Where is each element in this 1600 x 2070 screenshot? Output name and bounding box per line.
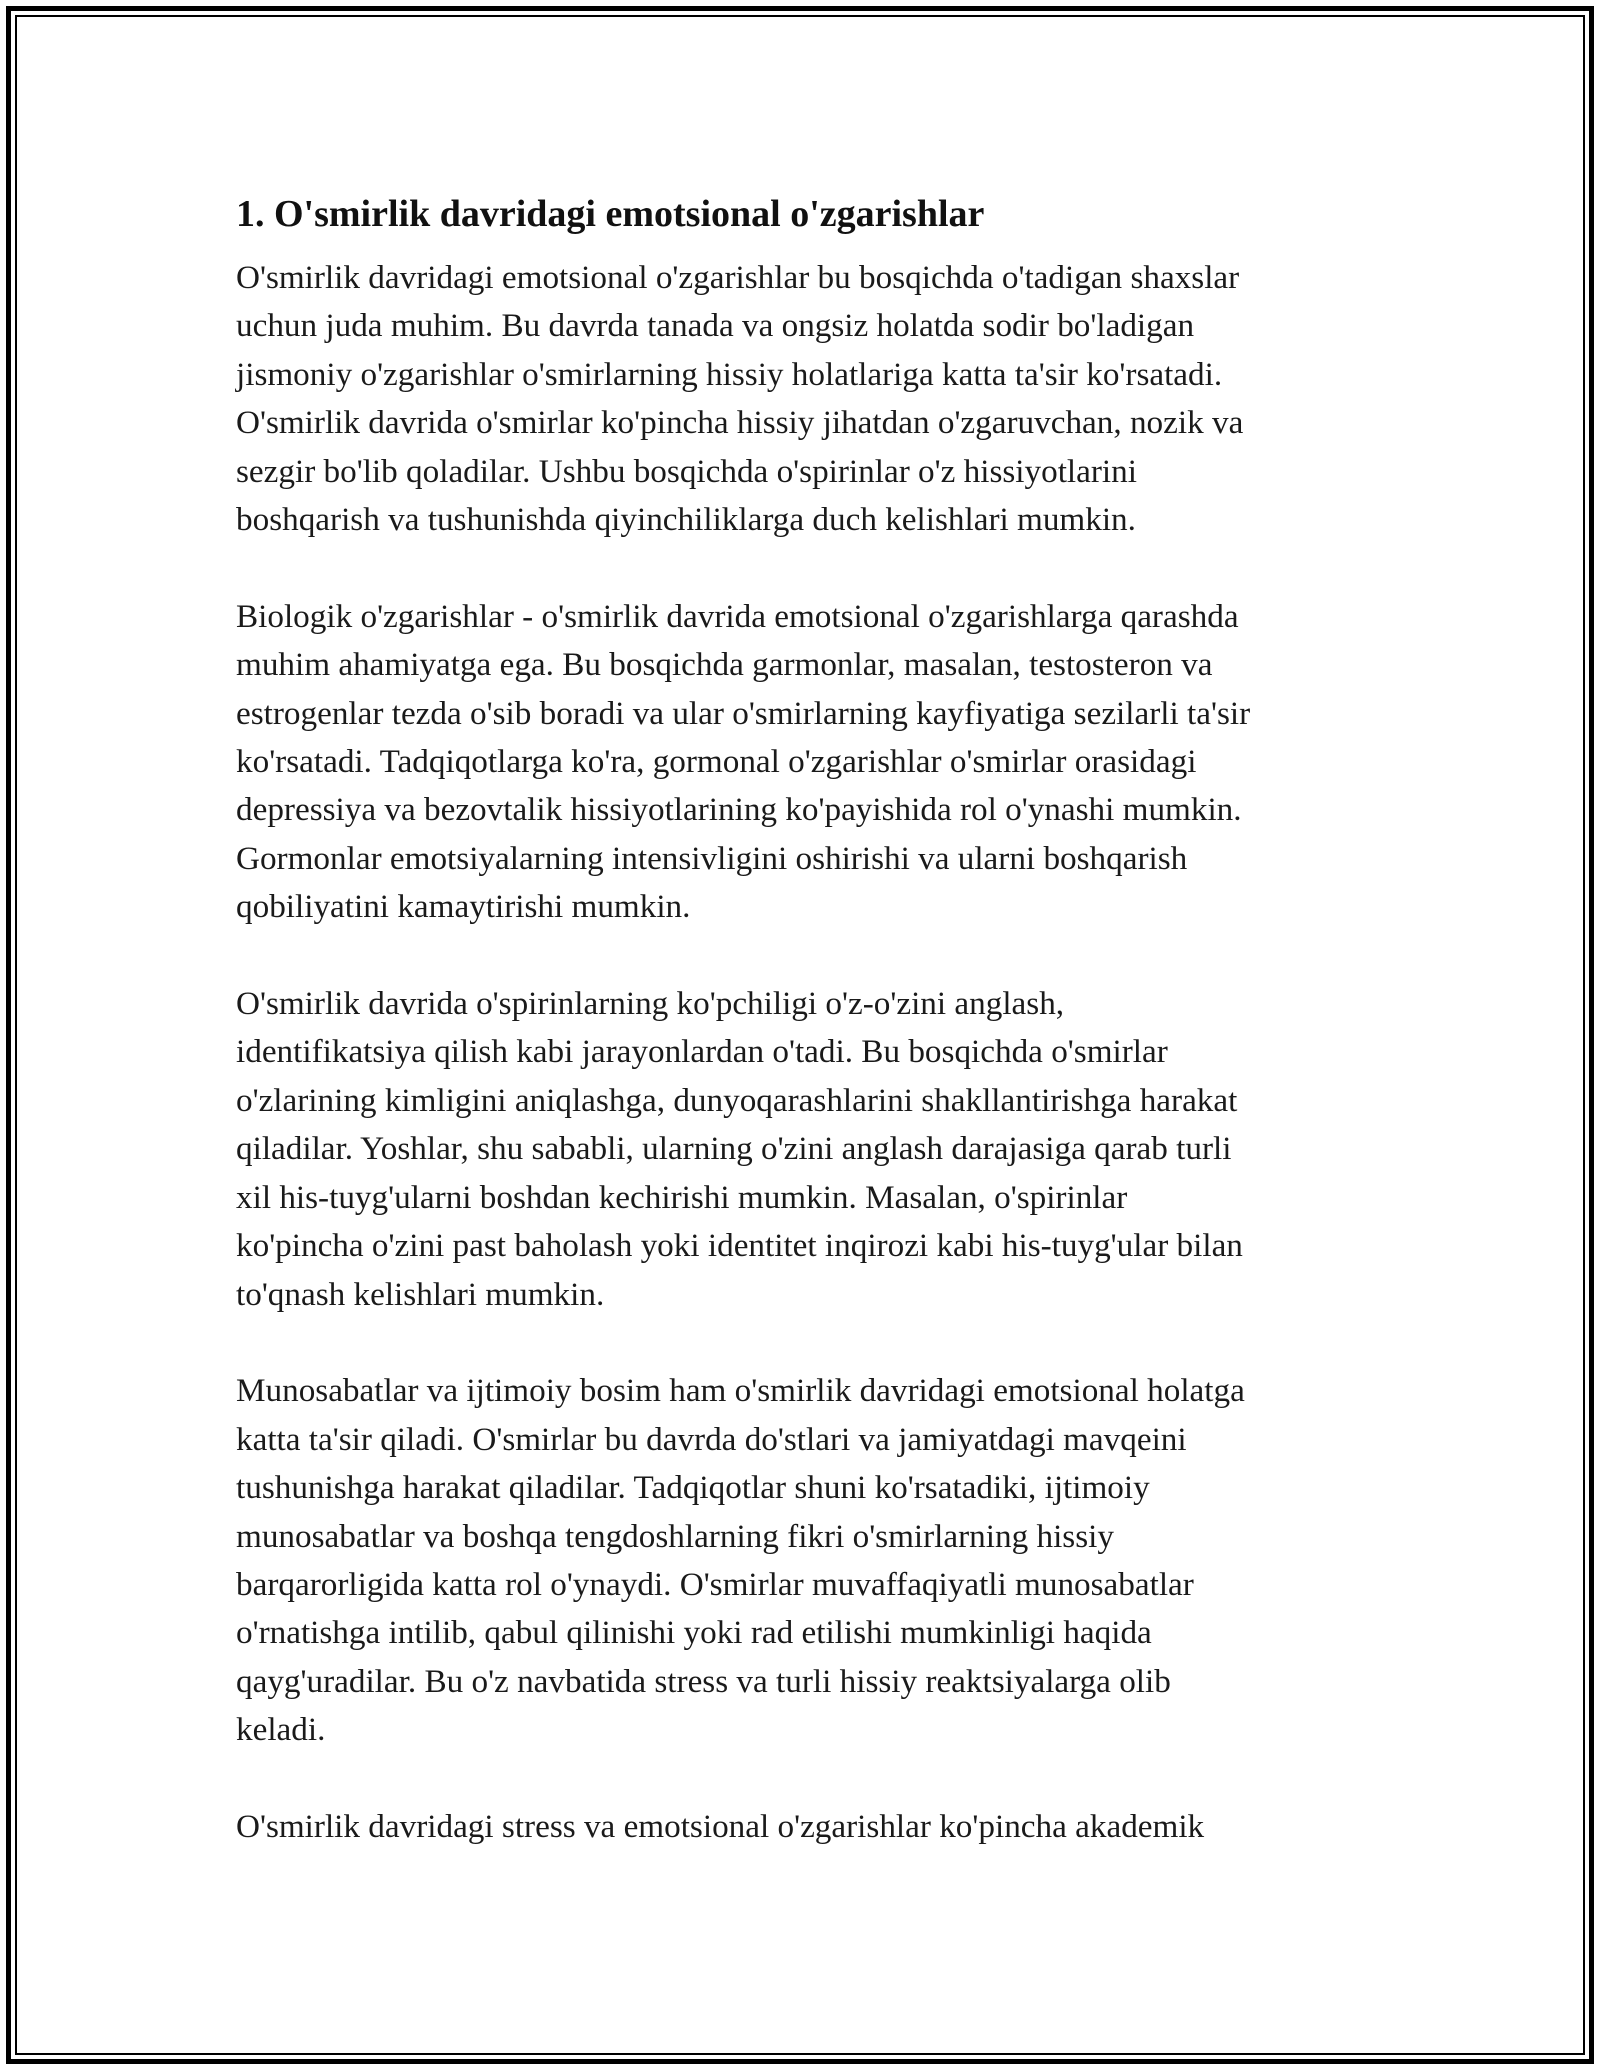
text-line: Munosabatlar va ijtimoiy bosim ham o'smirlik davridagi emotsional holatga <box>236 1372 1245 1410</box>
text-line: barqarorligida katta rol o'ynaydi. O'smirlar muvaffaqiyatli munosabatlar <box>236 1565 1194 1603</box>
paragraph-3 <box>236 980 1366 1319</box>
text-line: O'smirlik davrida o'spirinlarning ko'pchiligi o'z-o'zini anglash, <box>236 985 1065 1023</box>
text-line: tushunishga harakat qiladilar. Tadqiqotlar shuni ko'rsatadiki, ijtimoiy <box>236 1469 1150 1507</box>
text-line: identifikatsiya qilish kabi jarayonlardan o'tadi. Bu bosqichda o'smirlar <box>236 1033 1168 1071</box>
paragraph-5 <box>236 1803 1366 1851</box>
text-line: jismoniy o'zgarishlar o'smirlarning hissiy holatlariga katta ta'sir ko'rsatadi. <box>236 355 1223 393</box>
text-line: qobiliyatini kamaytirishi mumkin. <box>236 888 691 926</box>
text-line: O'smirlik davrida o'smirlar ko'pincha hissiy jihatdan o'zgaruvchan, nozik va <box>236 404 1244 442</box>
text-line: Gormonlar emotsiyalarning intensivligini oshirishi va ularni boshqarish <box>236 839 1188 877</box>
text-line: keladi. <box>236 1711 326 1749</box>
text-line: to'qnash kelishlari mumkin. <box>236 1275 605 1313</box>
section-heading: 1. O'smirlik davridagi emotsional o'zgarishlar <box>236 193 985 235</box>
text-line: depressiya va bezovtalik hissiyotlarining ko'payishida rol o'ynashi mumkin. <box>236 791 1242 829</box>
text-line: estrogenlar tezda o'sib boradi va ular o'smirlarning kayfiyatiga sezilarli ta'sir <box>236 694 1251 732</box>
text-line: muhim ahamiyatga ega. Bu bosqichda garmonlar, masalan, testosteron va <box>236 646 1213 684</box>
text-line: katta ta'sir qiladi. O'smirlar bu davrda do'stlari va jamiyatdagi mavqeini <box>236 1420 1187 1458</box>
text-line: O'smirlik davridagi emotsional o'zgarishlar bu bosqichda o'tadigan shaxslar <box>236 259 1240 296</box>
text-line: boshqarish va tushunishda qiyinchiliklarga duch kelishlari mumkin. <box>236 501 1136 539</box>
text-line: ko'pincha o'zini past baholash yoki identitet inqirozi kabi his-tuyg'ular bilan <box>236 1227 1243 1265</box>
text-line: Biologik o'zgarishlar - o'smirlik davrida emotsional o'zgarishlarga qarashda <box>236 597 1239 635</box>
text-line: uchun juda muhim. Bu davrda tanada va ongsiz holatda sodir bo'ladigan <box>236 307 1195 345</box>
text-line: ko'rsatadi. Tadqiqotlarga ko'ra, gormonal o'zgarishlar o'smirlar orasidagi <box>236 743 1197 781</box>
text-line: sezgir bo'lib qoladilar. Ushbu bosqichda o'spirinlar o'z hissiyotlarini <box>236 452 1137 490</box>
text-line: o'zlarining kimligini aniqlashga, dunyoqarashlarini shakllantirishga harakat <box>236 1081 1238 1119</box>
paragraph-4 <box>236 1367 1366 1754</box>
text-line: qayg'uradilar. Bu o'z navbatida stress va turli hissiy reaktsiyalarga olib <box>236 1662 1171 1700</box>
text-line: xil his-tuyg'ularni boshdan kechirishi mumkin. Masalan, o'spirinlar <box>236 1178 1128 1216</box>
text-line: qiladilar. Yoshlar, shu sababli, ularning o'zini anglash darajasiga qarab turli <box>236 1130 1232 1168</box>
paragraph-2 <box>236 593 1366 932</box>
document-body <box>236 186 1366 1900</box>
text-line: O'smirlik davridagi stress va emotsional o'zgarishlar ko'pincha akademik <box>236 1807 1205 1845</box>
text-line: o'rnatishga intilib, qabul qilinishi yoki rad etilishi mumkinligi haqida <box>236 1614 1152 1652</box>
text-line: munosabatlar va boshqa tengdoshlarning fikri o'smirlarning hissiy <box>236 1517 1114 1555</box>
paragraph-1 <box>236 254 1366 544</box>
